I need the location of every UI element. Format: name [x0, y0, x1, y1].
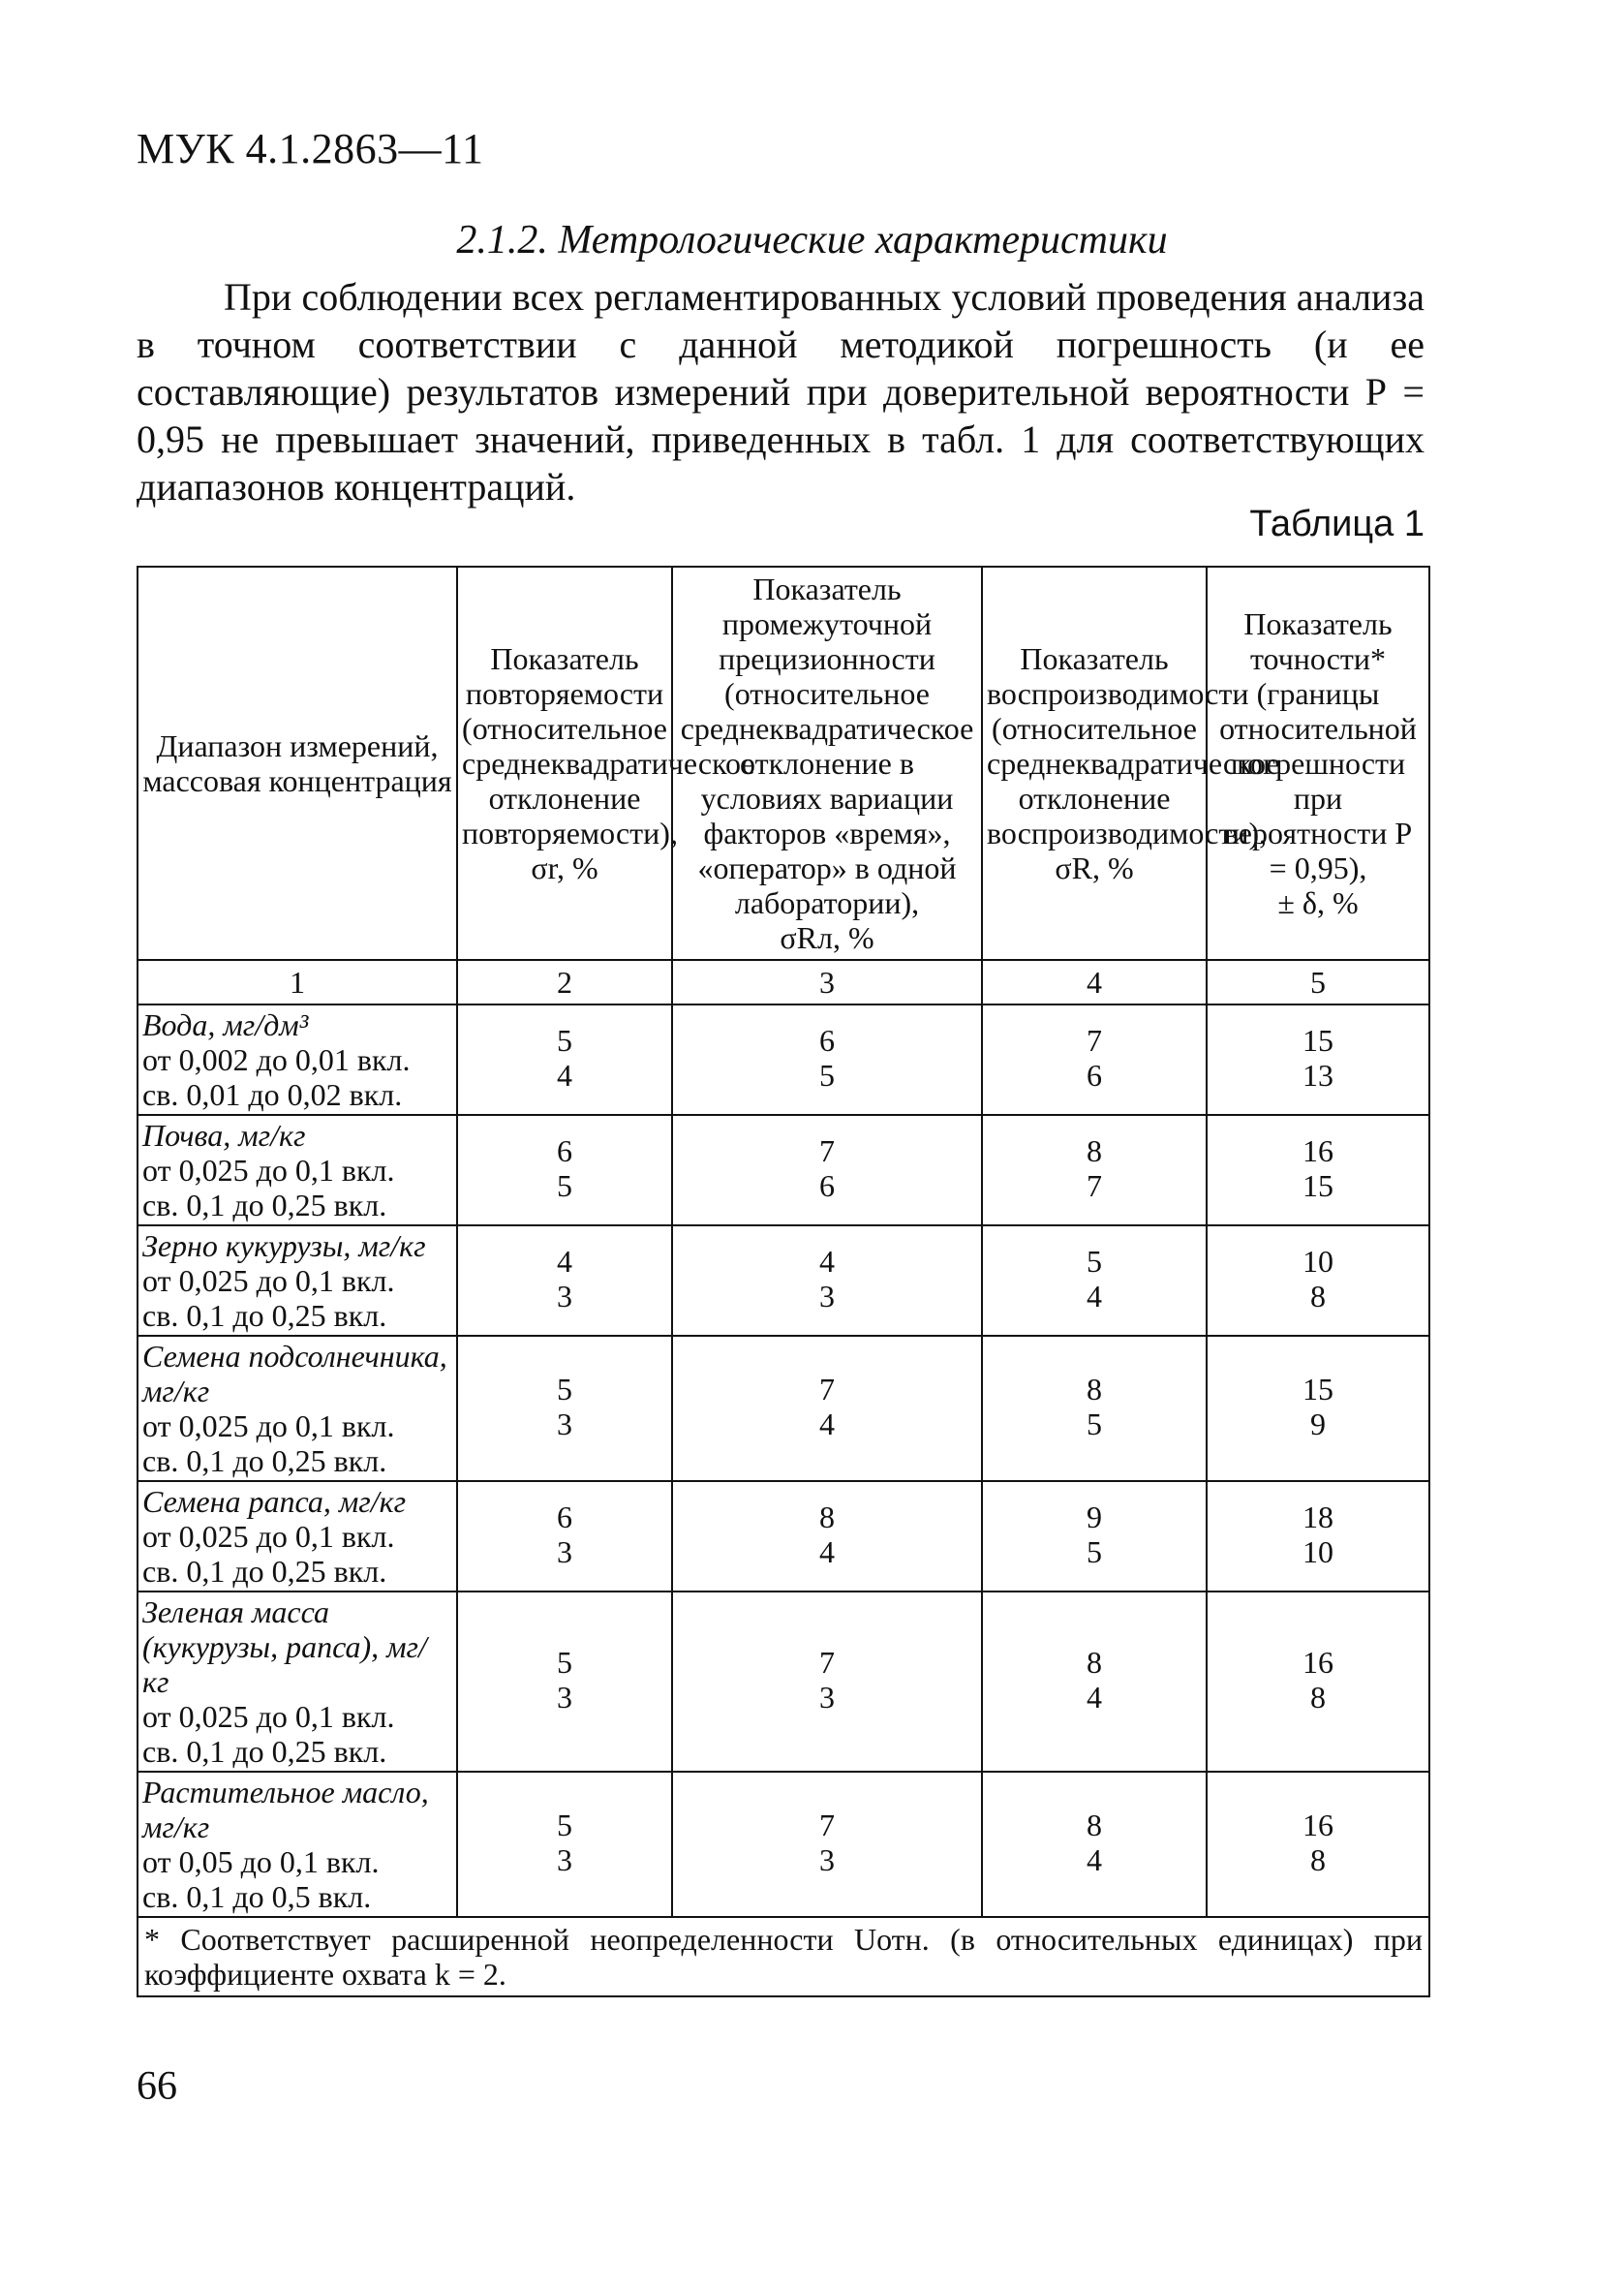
intermediate-cell — [672, 1115, 982, 1225]
reproducibility-value: 4 — [1087, 1842, 1102, 1877]
intermediate-value: 8 — [819, 1499, 835, 1534]
repeatability-value: 3 — [557, 1406, 572, 1441]
matrix-name: Вода, мг/дм³ — [142, 1007, 309, 1042]
repeatability-cell — [457, 1115, 672, 1225]
reproducibility-cell — [982, 1772, 1207, 1917]
reproducibility-value: 8 — [1087, 1645, 1102, 1680]
symbol-delta: ± δ, % — [1277, 885, 1359, 920]
accuracy-value: 8 — [1310, 1680, 1326, 1715]
section-title: 2.1.2. Метрологические характеристики — [456, 218, 1168, 263]
table-caption: Таблица 1 — [1249, 504, 1425, 544]
column-number: 2 — [457, 960, 672, 1004]
repeatability-value: 4 — [557, 1244, 572, 1279]
table-row — [138, 1225, 1429, 1336]
intermediate-cell — [672, 1004, 982, 1115]
accuracy-cell — [1207, 1336, 1429, 1481]
accuracy-cell — [1207, 1592, 1429, 1772]
reproducibility-value: 4 — [1087, 1680, 1102, 1715]
reproducibility-value: 6 — [1087, 1058, 1102, 1093]
intermediate-value: 7 — [819, 1808, 835, 1842]
column-number: 3 — [672, 960, 982, 1004]
range-text: от 0,025 до 0,1 вкл. — [142, 1699, 395, 1734]
intermediate-cell — [672, 1336, 982, 1481]
intermediate-value: 4 — [819, 1244, 835, 1279]
table-row — [138, 1336, 1429, 1481]
repeatability-value: 3 — [557, 1680, 572, 1715]
repeatability-cell — [457, 1225, 672, 1336]
accuracy-cell — [1207, 1004, 1429, 1115]
accuracy-cell — [1207, 1772, 1429, 1917]
repeatability-value: 5 — [557, 1645, 572, 1680]
repeatability-value: 5 — [557, 1168, 572, 1203]
reproducibility-value: 5 — [1087, 1406, 1102, 1441]
table-row — [138, 1772, 1429, 1917]
repeatability-value: 3 — [557, 1842, 572, 1877]
intermediate-value: 7 — [819, 1133, 835, 1168]
range-text: св. 0,1 до 0,25 вкл. — [142, 1443, 387, 1478]
intermediate-cell — [672, 1592, 982, 1772]
table-header-row — [138, 567, 1429, 960]
accuracy-value: 10 — [1302, 1534, 1333, 1569]
repeatability-cell — [457, 1004, 672, 1115]
range-text: св. 0,01 до 0,02 вкл. — [142, 1077, 403, 1112]
repeatability-value: 6 — [557, 1499, 572, 1534]
header-intermediate-precision: Показатель промежуточной прецизионности (относительное среднеквадратическое отклонение в условиях вариации факторов «время», «оператор» в одной лаборатории), σRл, % — [672, 567, 982, 960]
matrix-name: Зеленая масса (кукурузы, рапса), мг/кг — [142, 1594, 427, 1699]
reproducibility-value: 5 — [1087, 1534, 1102, 1569]
reproducibility-value: 5 — [1087, 1244, 1102, 1279]
range-text: св. 0,1 до 0,5 вкл. — [142, 1879, 372, 1914]
header-accuracy: Показатель точности* (границы относительной погрешности при вероятности Р = 0,95), ± δ, % — [1207, 567, 1429, 960]
range-cell — [138, 1592, 457, 1772]
range-text: св. 0,1 до 0,25 вкл. — [142, 1298, 387, 1333]
symbol-sigma-R: σR, % — [1055, 850, 1134, 885]
intermediate-value: 3 — [819, 1842, 835, 1877]
repeatability-cell — [457, 1772, 672, 1917]
matrix-name: Растительное масло, мг/кг — [142, 1775, 429, 1844]
table-row — [138, 1592, 1429, 1772]
range-cell — [138, 1115, 457, 1225]
accuracy-value: 15 — [1302, 1023, 1333, 1058]
range-text: св. 0,1 до 0,25 вкл. — [142, 1554, 387, 1589]
intro-text: При соблюдении всех регламентированных условий проведения анализа в точном соответствии с данной методикой погрешность (и ее составляющие) результатов измерений при доверительной вероятности Р = 0,95 не превышает значений, приведенных в табл. 1 для соответствующих диапазонов концентраций. — [137, 275, 1425, 509]
range-text: от 0,025 до 0,1 вкл. — [142, 1408, 395, 1443]
header-repeatability: Показатель повторяемости (относительное среднеквадратическое отклонение повторяемости), σr, % — [457, 567, 672, 960]
column-number: 5 — [1207, 960, 1429, 1004]
intermediate-value: 3 — [819, 1680, 835, 1715]
accuracy-cell — [1207, 1481, 1429, 1592]
range-text: от 0,05 до 0,1 вкл. — [142, 1844, 380, 1879]
reproducibility-cell — [982, 1004, 1207, 1115]
reproducibility-value: 9 — [1087, 1499, 1102, 1534]
matrix-name: Семена рапса, мг/кг — [142, 1484, 407, 1519]
header-range: Диапазон измерений, массовая концентрация — [138, 567, 457, 960]
metrology-table — [137, 566, 1430, 1997]
accuracy-cell — [1207, 1225, 1429, 1336]
accuracy-value: 16 — [1302, 1133, 1333, 1168]
accuracy-value: 10 — [1302, 1244, 1333, 1279]
accuracy-value: 18 — [1302, 1499, 1333, 1534]
table-row — [138, 1004, 1429, 1115]
accuracy-value: 16 — [1302, 1645, 1333, 1680]
repeatability-value: 5 — [557, 1023, 572, 1058]
symbol-sigma-rl: σRл, % — [780, 920, 874, 955]
range-text: от 0,025 до 0,1 вкл. — [142, 1519, 395, 1554]
matrix-name: Зерно кукурузы, мг/кг — [142, 1228, 426, 1263]
repeatability-value: 3 — [557, 1279, 572, 1313]
accuracy-value: 15 — [1302, 1168, 1333, 1203]
repeatability-cell — [457, 1592, 672, 1772]
reproducibility-value: 8 — [1087, 1372, 1102, 1406]
intro-paragraph — [137, 273, 1425, 510]
repeatability-value: 6 — [557, 1133, 572, 1168]
intermediate-value: 6 — [819, 1168, 835, 1203]
table-row — [138, 1115, 1429, 1225]
header-reproducibility: Показатель воспроизводимости (относительное среднеквадратическое отклонение воспроизводимости), σR, % — [982, 567, 1207, 960]
reproducibility-value: 7 — [1087, 1168, 1102, 1203]
accuracy-value: 15 — [1302, 1372, 1333, 1406]
reproducibility-value: 4 — [1087, 1279, 1102, 1313]
table-footnote: * Соответствует расширенной неопределенности Uотн. (в относительных единицах) при коэффициенте охвата k = 2. — [138, 1917, 1429, 1996]
reproducibility-value: 8 — [1087, 1808, 1102, 1842]
range-cell — [138, 1772, 457, 1917]
intermediate-value: 7 — [819, 1645, 835, 1680]
intermediate-value: 4 — [819, 1534, 835, 1569]
range-cell — [138, 1004, 457, 1115]
reproducibility-cell — [982, 1225, 1207, 1336]
reproducibility-cell — [982, 1592, 1207, 1772]
accuracy-cell — [1207, 1115, 1429, 1225]
intermediate-cell — [672, 1225, 982, 1336]
matrix-name: Семена подсолнечника, мг/кг — [142, 1339, 447, 1408]
repeatability-cell — [457, 1481, 672, 1592]
matrix-name: Почва, мг/кг — [142, 1118, 306, 1153]
reproducibility-cell — [982, 1115, 1207, 1225]
range-cell — [138, 1481, 457, 1592]
column-number: 4 — [982, 960, 1207, 1004]
accuracy-value: 8 — [1310, 1279, 1326, 1313]
accuracy-value: 13 — [1302, 1058, 1333, 1093]
accuracy-value: 16 — [1302, 1808, 1333, 1842]
intermediate-value: 7 — [819, 1372, 835, 1406]
page-number: 66 — [137, 2064, 177, 2109]
range-text: от 0,002 до 0,01 вкл. — [142, 1042, 411, 1077]
column-number-row — [138, 960, 1429, 1004]
symbol-sigma-r: σr, % — [531, 850, 598, 885]
repeatability-value: 5 — [557, 1372, 572, 1406]
repeatability-value: 3 — [557, 1534, 572, 1569]
intermediate-value: 6 — [819, 1023, 835, 1058]
accuracy-value: 8 — [1310, 1842, 1326, 1877]
intermediate-cell — [672, 1772, 982, 1917]
intermediate-value: 3 — [819, 1279, 835, 1313]
range-cell — [138, 1225, 457, 1336]
accuracy-value: 9 — [1310, 1406, 1326, 1441]
footnote-row — [138, 1917, 1429, 1996]
range-text: от 0,025 до 0,1 вкл. — [142, 1153, 395, 1188]
document-code: МУК 4.1.2863—11 — [137, 125, 484, 172]
intermediate-value: 5 — [819, 1058, 835, 1093]
repeatability-value: 4 — [557, 1058, 572, 1093]
reproducibility-cell — [982, 1481, 1207, 1592]
reproducibility-value: 8 — [1087, 1133, 1102, 1168]
range-text: от 0,025 до 0,1 вкл. — [142, 1263, 395, 1298]
reproducibility-cell — [982, 1336, 1207, 1481]
range-text: св. 0,1 до 0,25 вкл. — [142, 1734, 387, 1769]
intermediate-cell — [672, 1481, 982, 1592]
repeatability-value: 5 — [557, 1808, 572, 1842]
range-cell — [138, 1336, 457, 1481]
column-number: 1 — [138, 960, 457, 1004]
intermediate-value: 4 — [819, 1406, 835, 1441]
repeatability-cell — [457, 1336, 672, 1481]
reproducibility-value: 7 — [1087, 1023, 1102, 1058]
table-row — [138, 1481, 1429, 1592]
range-text: св. 0,1 до 0,25 вкл. — [142, 1188, 387, 1222]
